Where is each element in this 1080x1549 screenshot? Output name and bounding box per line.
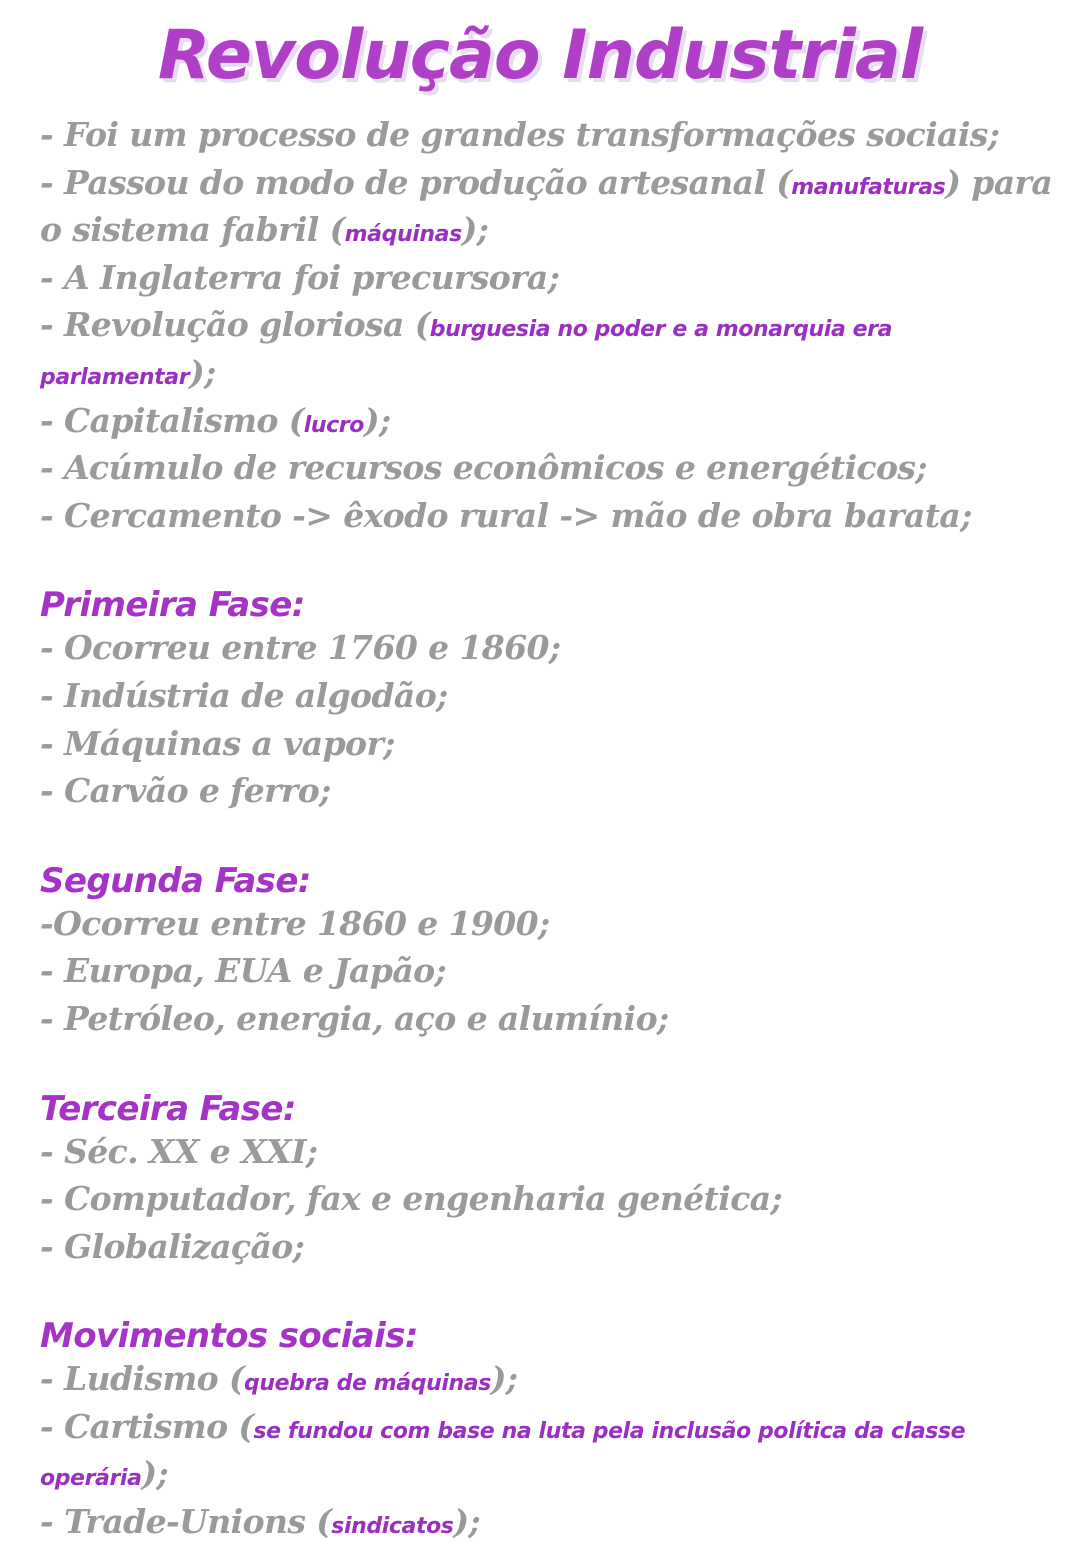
list-item: - Trade-Unions (sindicatos); bbox=[40, 1502, 481, 1542]
intro-line: - Acúmulo de recursos econômicos e energéticos; bbox=[40, 448, 927, 488]
intro-line: - Foi um processo de grandes transformações sociais; bbox=[40, 115, 1000, 154]
intro-line: - Passou do modo de produção artesanal (manufaturas) para bbox=[40, 162, 1053, 202]
intro-line: - A Inglaterra foi precursora; bbox=[40, 257, 560, 297]
list-item: - Indústria de algodão; bbox=[40, 675, 448, 715]
intro-line: - Cercamento -> êxodo rural -> mão de obra barata; bbox=[40, 495, 972, 535]
list-item: - Europa, EUA e Japão; bbox=[40, 951, 447, 991]
list-item: operária); bbox=[40, 1454, 169, 1494]
list-item: - Ludismo (quebra de máquinas); bbox=[40, 1359, 518, 1399]
list-item: -Ocorreu entre 1860 e 1900; bbox=[40, 903, 550, 943]
intro-line: parlamentar); bbox=[40, 352, 216, 392]
list-item: - Globalização; bbox=[40, 1226, 305, 1266]
list-item: - Séc. XX e XXI; bbox=[40, 1131, 318, 1171]
intro-line: o sistema fabril (máquinas); bbox=[40, 210, 489, 250]
page-title: Revolução Industrial bbox=[157, 16, 923, 95]
list-item: - Ocorreu entre 1760 e 1860; bbox=[40, 628, 561, 668]
section-movimentos-sociais bbox=[40, 1315, 1050, 1548]
intro-line: - Capitalismo (lucro); bbox=[40, 400, 391, 440]
list-item: - Cartismo (se fundou com base na luta pela inclusão política da classe bbox=[40, 1406, 966, 1446]
intro-line: - Revolução gloriosa (burguesia no poder e a monarquia era bbox=[40, 305, 893, 345]
section-heading: Segunda Fase: bbox=[40, 860, 311, 901]
section-heading: Primeira Fase: bbox=[40, 585, 305, 626]
section-segunda-fase bbox=[40, 860, 1050, 1046]
list-item: - Computador, fax e engenharia genética; bbox=[40, 1179, 783, 1219]
notes-body bbox=[40, 114, 1053, 1549]
section-primeira-fase bbox=[40, 584, 1050, 817]
list-item: - Máquinas a vapor; bbox=[40, 723, 395, 763]
section-heading: Terceira Fase: bbox=[40, 1088, 296, 1129]
intro-list bbox=[40, 114, 1053, 542]
list-item: - Petróleo, energia, aço e alumínio; bbox=[40, 998, 669, 1038]
section-heading: Movimentos sociais: bbox=[40, 1316, 418, 1357]
list-item: - Carvão e ferro; bbox=[40, 771, 331, 811]
section-terceira-fase bbox=[40, 1088, 1050, 1274]
